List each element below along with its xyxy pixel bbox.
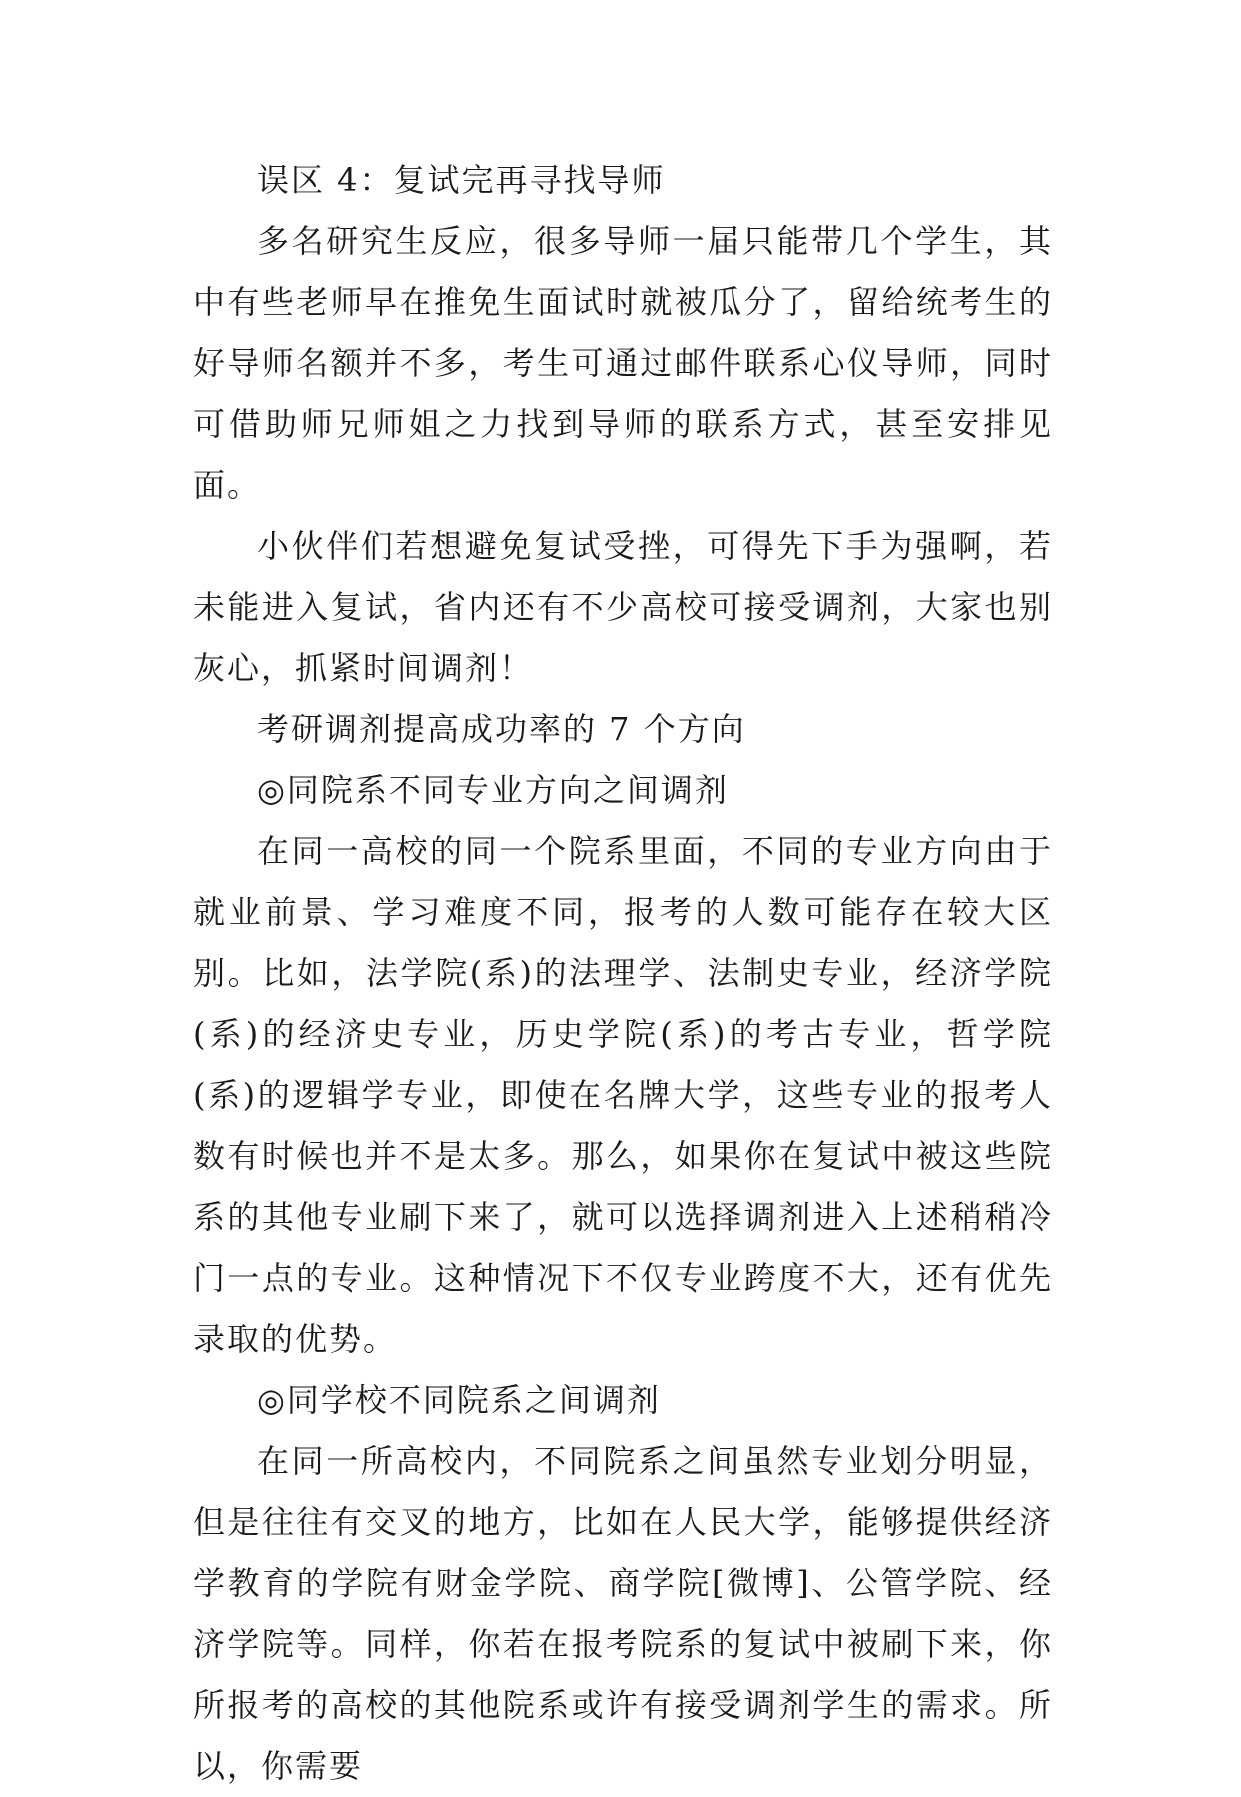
document-body xyxy=(193,150,1053,1797)
paragraph: 在同一所高校内，不同院系之间虽然专业划分明显，但是往往有交叉的地方，比如在人民大学，能够提供经济学教育的学院有财金学院、商学院[微博]、公管学院、经济学院等。同样，你若在报考院系的复试中被刷下来，你所报考的高校的其他院系或许有接受调剂学生的需求。所以，你需要 xyxy=(193,1442,1053,1785)
paragraph: 多名研究生反应，很多导师一届只能带几个学生，其中有些老师早在推免生面试时就被瓜分了，留给统考生的好导师名额并不多，考生可通过邮件联系心仪导师，同时可借助师兄师姐之力找到导师的联系方式，甚至安排见面。 xyxy=(193,222,1053,504)
section-heading: 考研调剂提高成功率的 7 个方向 xyxy=(257,710,746,748)
paragraph: 在同一高校的同一个院系里面，不同的专业方向由于就业前景、学习难度不同，报考的人数可能存在较大区别。比如，法学院(系)的法理学、法制史专业，经济学院(系)的经济史专业，历史学院(系)的考古专业，哲学院(系)的逻辑学专业，即使在名牌大学，这些专业的报考人数有时候也并不是太多。那么，如果你在复试中被这些院系的其他专业刷下来了，就可以选择调剂进入上述稍稍冷门一点的专业。这种情况下不仅专业跨度不大，还有优先录取的优势。 xyxy=(193,832,1053,1358)
heading-mistake-4: 误区 4：复试完再寻找导师 xyxy=(257,161,666,199)
subsection-heading: ◎同学校不同院系之间调剂 xyxy=(257,1381,661,1419)
subsection-heading: ◎同院系不同专业方向之间调剂 xyxy=(257,771,729,809)
paragraph: 小伙伴们若想避免复试受挫，可得先下手为强啊，若未能进入复试，省内还有不少高校可接受调剂，大家也别灰心，抓紧时间调剂！ xyxy=(193,527,1053,687)
